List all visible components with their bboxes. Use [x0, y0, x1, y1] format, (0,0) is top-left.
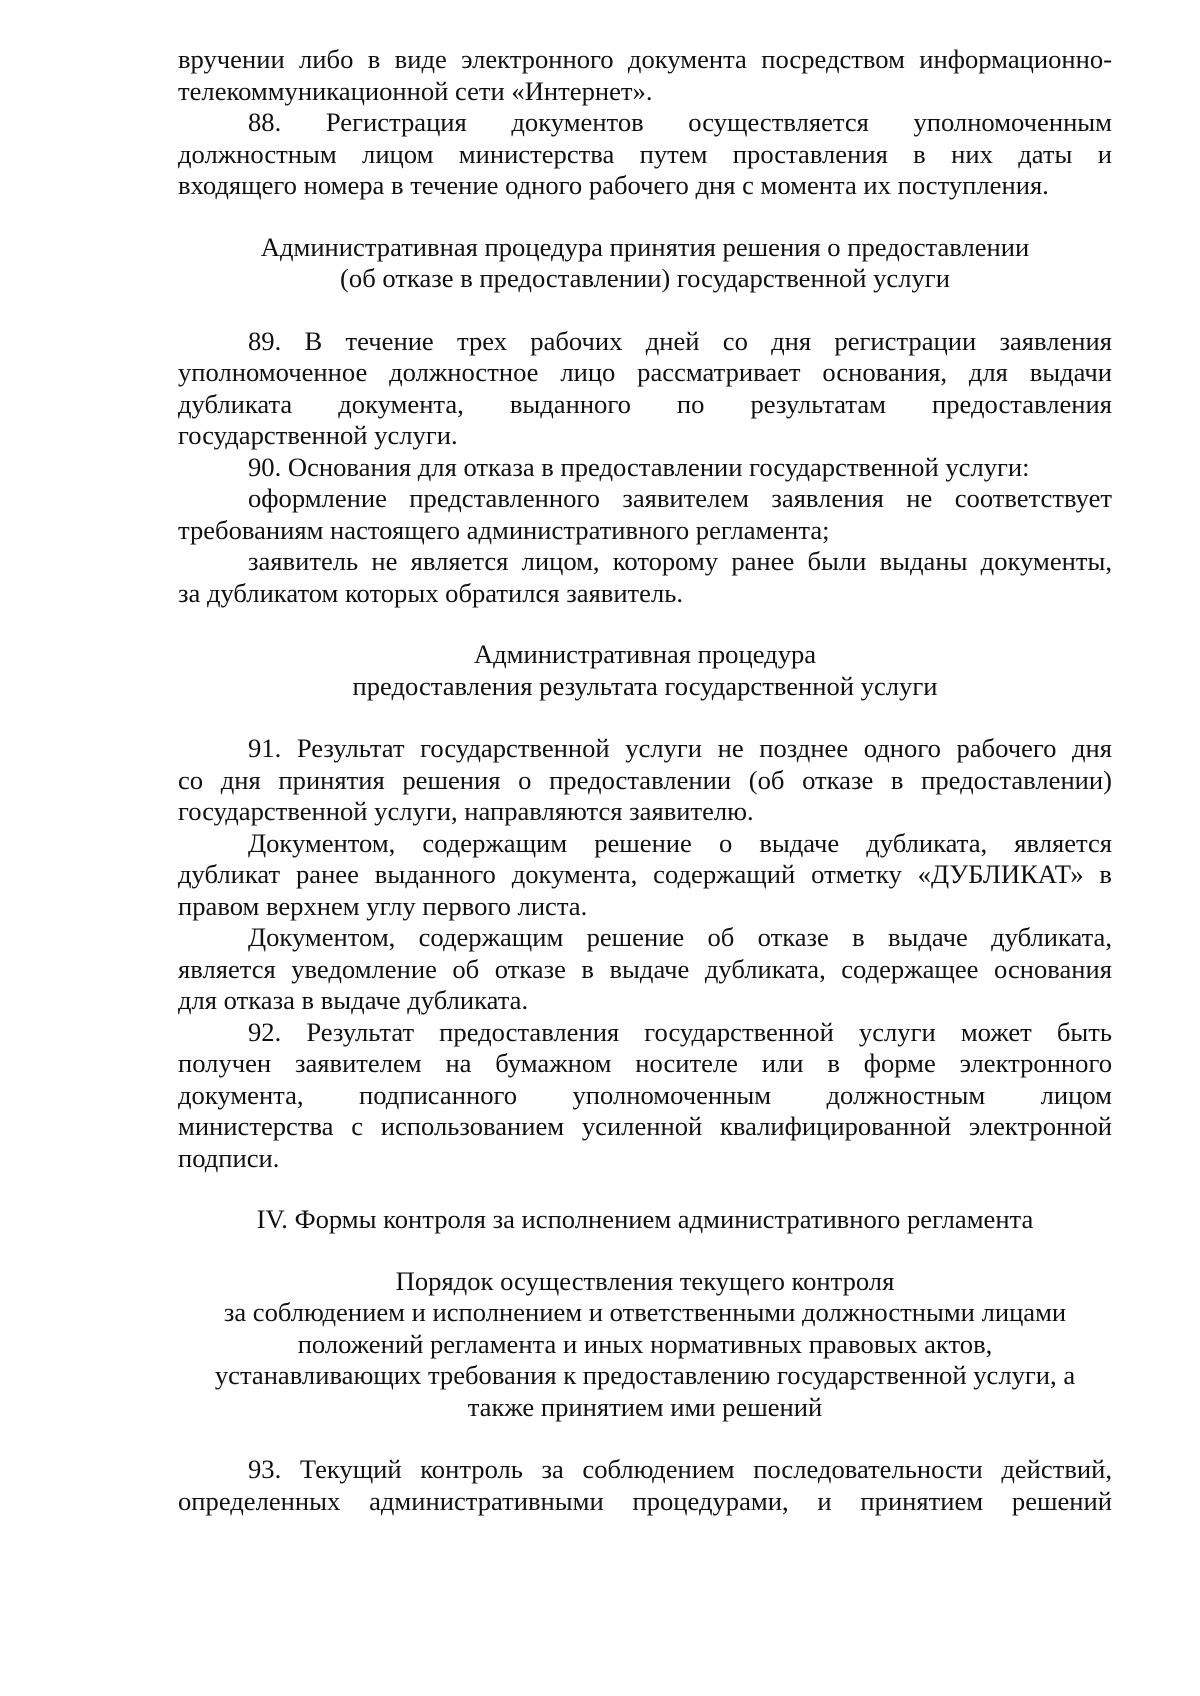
text-line: дубликата документа, выданного по результатам предоставления: [178, 388, 1112, 419]
text-line: требованиям настоящего административного регламента;: [178, 514, 830, 545]
text-line: государственной услуги, направляются заявителю.: [178, 796, 754, 826]
text-line: документа, подписанного уполномоченным должностным лицом: [178, 1079, 1112, 1110]
text-line: является уведомление об отказе в выдаче дубликата, содержащее основания: [178, 953, 1112, 984]
heading-line: положений регламента и иных нормативных правовых актов,: [297, 1328, 993, 1359]
paragraph-91: [178, 733, 1112, 828]
paragraph-93: [178, 1454, 1112, 1517]
paragraph-92: [178, 1017, 1112, 1175]
text-line: 92. Результат предоставления государственной услуги может быть: [248, 1016, 1112, 1047]
heading-line: за соблюдением и исполнением и ответственными должностными лицами: [223, 1297, 1067, 1327]
heading-line: (об отказе в предоставлении) государственной услуги: [340, 263, 950, 293]
text-line: 91. Результат государственной услуги не позднее одного рабочего дня: [248, 733, 1112, 763]
paragraph-90-item-1: [178, 483, 1112, 546]
heading-decision-procedure: [178, 232, 1112, 295]
text-line: определенных административными процедурами, и принятием решений: [178, 1485, 1112, 1516]
text-line: дубликат ранее выданного документа, содержащий отметку «ДУБЛИКАТ» в: [178, 859, 1112, 889]
text-line: 90. Основания для отказа в предоставлении государственной услуги:: [248, 451, 1030, 482]
text-line: должностным лицом министерства путем проставления в них даты и: [178, 138, 1112, 169]
heading-line: Порядок осуществления текущего контроля: [395, 1265, 895, 1296]
paragraph-90-item-2: [178, 546, 1112, 609]
text-line: министерства с использованием усиленной квалифицированной электронной: [178, 1111, 1112, 1141]
text-line: Документом, содержащим решение об отказе в выдаче дубликата,: [248, 922, 1112, 952]
text-line: 93. Текущий контроль за соблюдением последовательности действий,: [248, 1454, 1112, 1484]
section-title: [178, 1204, 1112, 1236]
paragraph-90: [178, 452, 1112, 484]
heading-line: также принятием ими решений: [467, 1391, 823, 1422]
text-line: Документом, содержащим решение о выдаче дубликата, является: [248, 827, 1112, 858]
heading-line: Административная процедура: [473, 639, 817, 669]
paragraph-88: [178, 107, 1112, 202]
heading-line: Административная процедура принятия решения о предоставлении: [260, 231, 1030, 262]
text-line: телекоммуникационной сети «Интернет».: [178, 75, 653, 106]
text-line: заявитель не является лицом, которому ранее были выданы документы,: [248, 546, 1112, 576]
paragraph-continuation: [178, 44, 1112, 107]
text-line: со дня принятия решения о предоставлении (об отказе в предоставлении): [178, 764, 1112, 795]
heading-current-control: [178, 1266, 1112, 1424]
heading-line: устанавливающих требования к предоставлению государственной услуги, а: [214, 1360, 1076, 1390]
text-line: правом верхнем углу первого листа.: [178, 890, 588, 921]
text-line: получен заявителем на бумажном носителе или в форме электронного: [178, 1048, 1112, 1078]
paragraph-89: [178, 326, 1112, 452]
section-title-line: IV. Формы контроля за исполнением административного регламента: [256, 1204, 1034, 1234]
heading-line: предоставления результата государственной услуги: [352, 670, 938, 701]
text-line: уполномоченное должностное лицо рассматривает основания, для выдачи: [178, 357, 1112, 387]
text-line: за дубликатом которых обратился заявитель.: [178, 577, 684, 608]
document-body: [178, 44, 1112, 1517]
text-line: входящего номера в течение одного рабочего дня с момента их поступления.: [178, 170, 1049, 200]
text-line: 88. Регистрация документов осуществляется уполномоченным: [248, 107, 1112, 137]
text-line: государственной услуги.: [178, 420, 458, 450]
text-line: вручении либо в виде электронного документа посредством информационно-: [178, 44, 1112, 74]
text-line: для отказа в выдаче дубликата.: [178, 985, 529, 1015]
heading-result-procedure: [178, 639, 1112, 702]
text-line: оформление представленного заявителем заявления не соответствует: [248, 483, 1112, 513]
text-line: 89. В течение трех рабочих дней со дня регистрации заявления: [248, 325, 1112, 356]
paragraph-91-refusal: [178, 922, 1112, 1017]
paragraph-91-duplicate: [178, 828, 1112, 923]
text-line: подписи.: [178, 1142, 280, 1173]
